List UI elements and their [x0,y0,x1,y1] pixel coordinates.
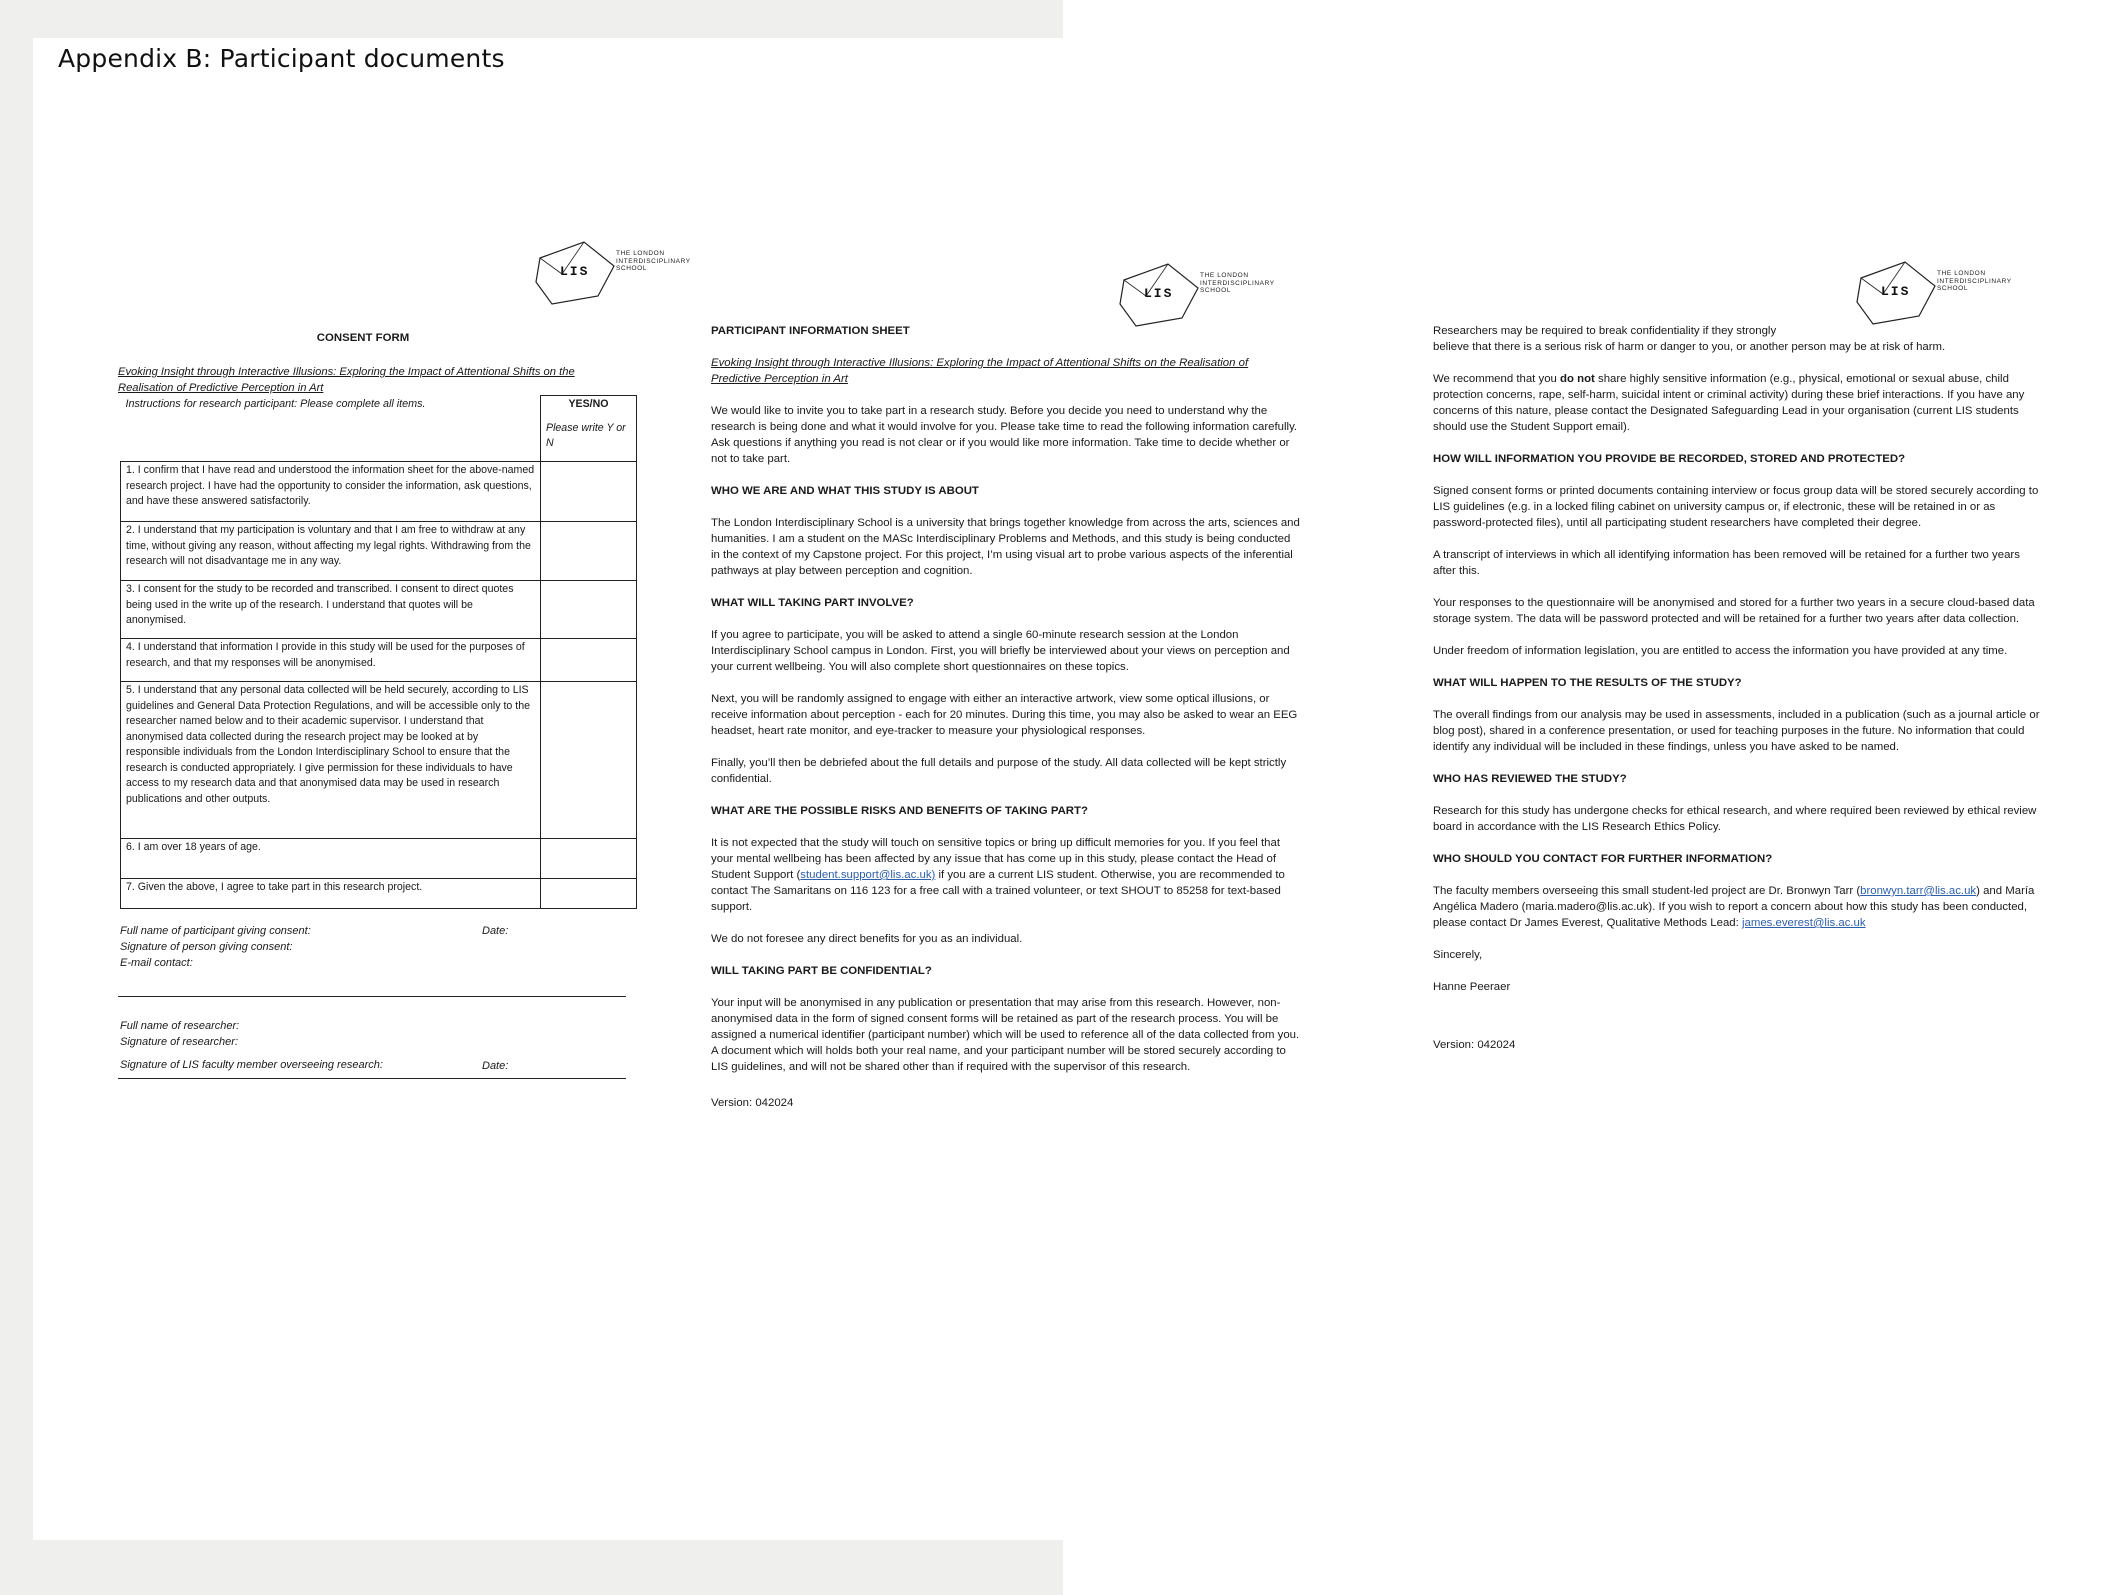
participant-signature-label: Signature of person giving consent: [120,941,293,953]
consent-item: 6. I am over 18 years of age. [121,839,541,879]
lis-logo-info-sheet [1116,260,1296,332]
yes-no-answer-field[interactable] [541,639,637,682]
paragraph-recorded-4: Under freedom of information legislation, you are entitled to access the information you have provided at any time. [1433,645,2008,657]
table-row [121,462,637,522]
faculty-signature-label: Signature of LIS faculty member overseeing research: [120,1059,383,1071]
paragraph-recorded-3: Your responses to the questionnaire will be anonymised and stored for a further two years in a secure cloud-based data storage system. The data will be password protected and will be retained for a further two years after data collection. [1433,597,2035,625]
table-row [121,396,637,462]
paragraph-confidential: Your input will be anonymised in any publication or presentation that may arise from this research. However, non-anonymised data in the form of signed consent forms will be retained as part of the research process. You will be assigned a numerical identifier (participant number) which will be used to reference all of the data collected from you. A document which will holds both your real name, and your participant number will be stored securely according to LIS guidelines, and will not be shared other than if required with the supervisor of this research. [711,997,1300,1073]
information-sheet [711,323,1301,1127]
logo-line: INTERDISCIPLINARY [1200,279,1275,287]
sincerely-text: Sincerely, [1433,949,1483,961]
info-intro: We would like to invite you to take part in a research study. Before you decide you need to understand why the research is being done and what it would involve for you. Please take time to read the following information carefully. Ask questions if anything you read is not clear or if you would like more information. Take time to decide whether or not to take part. [711,405,1298,465]
paragraph-recorded-2: A transcript of interviews in which all identifying information has been removed will be retained for a further two years after this. [1433,549,2020,577]
consent-form [118,330,638,1072]
risks-text: if you are a current LIS student. Otherwise, you are recommended to contact The Samaritans on 116 123 for a free call with a trained volunteer, or text SHOUT to 85258 for text-based support. [711,869,1285,913]
info-study-title: Evoking Insight through Interactive Illusions: Exploring the Impact of Attentional Shifts on the Realisation of Predictive Perception in Art [711,357,1249,385]
logo-line: SCHOOL [1937,285,1969,292]
logo-line: THE LONDON [616,250,665,257]
lis-logo-consent [532,238,712,310]
paragraph-recorded-1: Signed consent forms or printed documents containing interview or focus group data will be stored securely according to LIS guidelines (e.g. in a locked filing cabinet on university campus or, if electronic, these will be retained in or as password-protected files), until all participating student researchers have completed their degree. [1433,485,2039,529]
logo-line: SCHOOL [616,265,648,272]
yes-no-header-cell [541,396,637,462]
instructions-cell [121,396,541,462]
table-row [121,522,637,581]
date-label: Date: [482,925,509,937]
consent-form-title: CONSENT FORM [316,332,410,344]
recommend-text: We recommend that you [1433,373,1561,385]
researcher-signature-label: Signature of researcher: [120,1036,239,1048]
logo-school-name [1937,270,2037,293]
consent-item: 7. Given the above, I agree to take part in this research project. [121,879,541,909]
divider [118,996,626,997]
paragraph-reviewed: Research for this study has undergone checks for ethical research, and where required been reviewed by ethical review board in accordance with the LIS Research Ethics Policy. [1433,805,2037,833]
heading-recorded: HOW WILL INFORMATION YOU PROVIDE BE RECORDED, STORED AND PROTECTED? [1433,453,1906,465]
consent-item: 2. I understand that my participation is voluntary and that I am free to withdraw at any time, without giving any reason, without affecting my legal rights. Withdrawing from the research will not disadvantage me in any way. [121,522,541,581]
yes-no-answer-field[interactable] [541,839,637,879]
consent-item: 4. I understand that information I provide in this study will be used for the purposes of research, and that my responses will be anonymised. [121,639,541,682]
heading-reviewed: WHO HAS REVIEWED THE STUDY? [1433,773,1627,785]
heading-results: WHAT WILL HAPPEN TO THE RESULTS OF THE STUDY? [1433,677,1742,689]
table-row [121,839,637,879]
information-sheet-2 [1433,323,2043,1069]
yes-no-answer-field[interactable] [541,462,637,522]
date-label: Date: [482,1060,509,1072]
logo-school-name [1200,272,1300,295]
paragraph-involve-1: If you agree to participate, you will be asked to attend a single 60-minute research session at the London Interdisciplinary School campus in London. First, you will briefly be interviewed about your views on perception and your current wellbeing. You will also complete short questionnaires on these topics. [711,629,1290,673]
recommend-bold: do not [1560,373,1595,385]
logo-school-name [616,250,716,273]
paragraph-involve-2: Next, you will be randomly assigned to engage with either an interactive artwork, view some optical illusions, or receive information about perception - each for 20 minutes. During this time, you may also be asked to wear an EEG headset, heart rate monitor, and eye-tracker to measure your physiological responses. [711,693,1298,737]
logo-line: INTERDISCIPLINARY [616,257,691,265]
consent-items-table [120,395,637,909]
appendix-title: Appendix B: Participant documents [58,44,505,73]
heading-involve: WHAT WILL TAKING PART INVOLVE? [711,597,914,609]
logo-mark: LIS [1144,286,1174,301]
paragraph-who: The London Interdisciplinary School is a university that brings together knowledge from across the arts, sciences and humanities. I am a student on the MASc Interdisciplinary Problems and Methods, and this study is being conducted in the context of my Capstone project. For this project, I’m using visual art to probe various aspects of the inferential pathways at play between perception and cognition. [711,517,1300,577]
email-contact-label: E-mail contact: [120,957,193,969]
info-sheet-title: PARTICIPANT INFORMATION SHEET [711,325,910,337]
logo-mark: LIS [560,264,590,279]
paragraph-risks [711,835,1301,915]
logo-line: SCHOOL [1200,287,1232,294]
table-row [121,879,637,909]
break-text: believe that there is a serious risk of harm or danger to you, or another person may be at risk of harm. [1433,341,1946,353]
table-row [121,639,637,682]
lis-logo-info-sheet-2 [1853,258,2033,330]
paragraph-benefits: We do not foresee any direct benefits for you as an individual. [711,933,1023,945]
consent-item: 5. I understand that any personal data collected will be held securely, according to LIS guidelines and General Data Protection Regulations, and will be accessible only to the researcher named below and to their academic supervisor. I understand that anonymised data collected during the research project may be looked at by responsible individuals from the London Interdisciplinary School to ensure that the research is conducted appropriately. I give permission for these individuals to have access to my research data and that anonymised data may be used in research publications and other outputs. [121,682,541,839]
paragraph-break [1433,323,2043,355]
contact-text: The faculty members overseeing this small student-led project are Dr. Bronwyn Tarr ( [1433,885,1861,897]
student-support-link[interactable]: student.support@lis.ac.uk) [800,869,936,881]
consent-item: 3. I consent for the study to be recorded and transcribed. I consent to direct quotes being used in the write up of the research. I understand that quotes will be anonymised. [121,581,541,639]
contact-text: ) and María Angélica Madero (maria.madero@lis.ac.uk). If you wish to report a concern about how this study has been conducted, please contact Dr James Everest, Qualitative Methods Lead: [1433,885,2035,929]
yes-no-answer-field[interactable] [541,581,637,639]
heading-contact: WHO SHOULD YOU CONTACT FOR FURTHER INFORMATION? [1433,853,1773,865]
paragraph-recommend [1433,371,2043,435]
paragraph-results: The overall findings from our analysis may be used in assessments, included in a publication (such as a journal article or blog post), shared in a conference presentation, or used for teaching purposes in the future. No information that could identify any individual will be included in these findings, unless you have asked to be named. [1433,709,2040,753]
heading-risks: WHAT ARE THE POSSIBLE RISKS AND BENEFITS OF TAKING PART? [711,805,1088,817]
recommend-text: share highly sensitive information (e.g., physical, emotional or sexual abuse, child protection concerns, rape, self-harm, suicidal intent or criminal activity) during these brief interactions. If you have any concerns of this nature, please contact the Designated Safeguarding Lead in your organisation (current LIS students should use the Student Support email). [1433,373,2025,433]
table-row [121,581,637,639]
participant-name-label: Full name of participant giving consent: [120,925,311,937]
risks-text: It is not expected that the study will touch on sensitive topics or bring up difficult memories for you. If you feel that your mental wellbeing has been affected by any issue that has come up in this study, please contact the Head of Student Support ( [711,837,1280,881]
consent-study-title: Evoking Insight through Interactive Illusions: Exploring the Impact of Attentional Shifts on the Realisation of Predictive Perception in Art [118,366,575,394]
yes-no-header: YES/NO [568,398,609,410]
logo-mark: LIS [1881,284,1911,299]
version-label: Version: 042024 [1433,1039,1516,1051]
yes-no-answer-field[interactable] [541,522,637,581]
paragraph-involve-3: Finally, you’ll then be debriefed about the full details and purpose of the study. All data collected will be kept strictly confidential. [711,757,1287,785]
divider [118,1078,626,1079]
version-label: Version: 042024 [711,1097,794,1109]
yes-no-note: Please write Y or N [546,421,626,449]
paragraph-contact [1433,883,2043,931]
heading-who: WHO WE ARE AND WHAT THIS STUDY IS ABOUT [711,485,979,497]
james-email-link[interactable]: james.everest@lis.ac.uk [1741,917,1866,929]
break-text: Researchers may be required to break confidentiality if they strongly [1433,325,1777,337]
bronwyn-email-link[interactable]: bronwyn.tarr@lis.ac.uk [1860,885,1977,897]
yes-no-answer-field[interactable] [541,682,637,839]
heading-confidential: WILL TAKING PART BE CONFIDENTIAL? [711,965,932,977]
logo-line: INTERDISCIPLINARY [1937,277,2012,285]
consent-item: 1. I confirm that I have read and understood the information sheet for the above-named research project. I have had the opportunity to consider the information, ask questions, and have these answered satisfactorily. [121,462,541,522]
researcher-name-label: Full name of researcher: [120,1020,240,1032]
logo-line: THE LONDON [1937,270,1986,277]
consent-instructions: Instructions for research participant: Please complete all items. [125,397,426,410]
logo-line: THE LONDON [1200,272,1249,279]
table-row [121,682,637,839]
author-name: Hanne Peeraer [1433,981,1511,993]
yes-no-answer-field[interactable] [541,879,637,909]
